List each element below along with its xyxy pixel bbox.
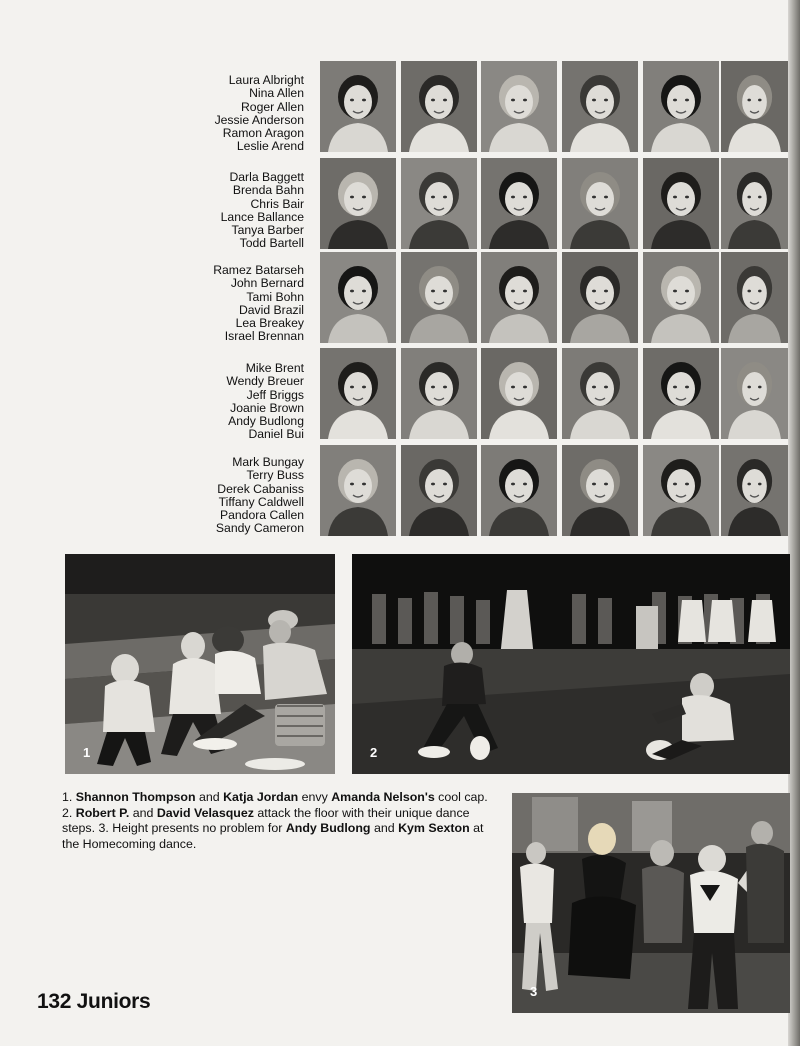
student-portrait	[320, 348, 396, 439]
student-name: Derek Cabaniss	[217, 481, 304, 496]
student-portrait	[320, 445, 396, 536]
student-portrait	[562, 348, 638, 439]
student-name: Ramon Aragon	[222, 126, 304, 141]
names-row-4	[150, 362, 304, 442]
student-portrait	[401, 158, 477, 249]
student-name: Daniel Bui	[248, 427, 304, 442]
student-portrait	[481, 348, 557, 439]
caption-text: attack the floor with their unique dance steps. 3. Height presents no problem for	[62, 805, 470, 836]
student-portrait	[721, 61, 788, 152]
caption-text: and	[195, 790, 224, 804]
student-portrait	[401, 348, 477, 439]
student-name: Israel Brennan	[224, 329, 304, 344]
student-portrait	[721, 348, 788, 439]
caption-text: cool cap. 2.	[62, 790, 488, 820]
photo-caption	[62, 790, 498, 852]
student-portrait	[643, 158, 719, 249]
student-portrait	[481, 158, 557, 249]
student-portrait	[562, 61, 638, 152]
student-portrait	[481, 445, 557, 536]
student-name: Sandy Cameron	[215, 521, 304, 536]
student-name: Ramez Batarseh	[213, 263, 304, 277]
names-row-2	[150, 171, 304, 251]
student-name: Pandora Callen	[219, 508, 304, 523]
student-portrait	[320, 158, 396, 249]
photo-number-label: 3	[530, 984, 538, 999]
student-name: Andy Budlong	[228, 414, 304, 429]
student-name: Todd Bartell	[239, 236, 304, 251]
candid-photo-3	[512, 793, 790, 1013]
student-name: Joanie Brown	[230, 400, 304, 415]
caption-name: Amanda Nelson's	[331, 790, 435, 804]
student-name: Tanya Barber	[231, 223, 304, 238]
student-name: Chris Bair	[250, 196, 304, 211]
names-row-1	[150, 74, 304, 154]
student-portrait	[401, 61, 477, 152]
student-portrait	[562, 252, 638, 343]
student-name: Leslie Arend	[236, 139, 304, 154]
student-portrait	[721, 158, 788, 249]
student-portrait	[643, 348, 719, 439]
caption-text: and	[370, 821, 399, 836]
student-portrait	[481, 252, 557, 343]
student-portrait	[643, 252, 719, 343]
student-name: John Bernard	[230, 276, 304, 291]
student-name: Wendy Breuer	[226, 374, 304, 389]
student-name: Terry Buss	[246, 468, 304, 483]
student-name: David Brazil	[238, 302, 304, 317]
caption-text: envy	[298, 790, 332, 804]
student-portrait	[721, 252, 788, 343]
student-name: Mark Bungay	[232, 455, 304, 469]
student-portrait	[320, 252, 396, 343]
names-row-5	[150, 456, 304, 536]
caption-text: and	[129, 805, 157, 820]
caption-name: Kym Sexton	[398, 821, 470, 836]
caption-name: David Velasquez	[156, 805, 254, 820]
student-portrait	[401, 445, 477, 536]
caption-name: Andy Budlong	[285, 821, 371, 836]
caption-name: Shannon Thompson	[75, 790, 196, 804]
names-row-3	[150, 264, 304, 344]
student-portrait	[562, 445, 638, 536]
student-portrait	[562, 158, 638, 249]
student-name: Lea Breakey	[235, 316, 304, 331]
student-name: Jeff Briggs	[246, 387, 304, 402]
student-name: Roger Allen	[240, 99, 304, 114]
student-name: Darla Baggett	[229, 170, 304, 184]
photo-number-label: 2	[370, 745, 378, 760]
student-name: Lance Ballance	[220, 209, 304, 224]
student-name: Nina Allen	[249, 86, 304, 101]
student-portrait	[643, 445, 719, 536]
student-name: Jessie Anderson	[214, 112, 304, 127]
student-name: Tiffany Caldwell	[218, 494, 304, 509]
caption-name: Robert P.	[75, 805, 130, 820]
caption-name: Katja Jordan	[223, 790, 299, 804]
student-portrait	[320, 61, 396, 152]
student-name: Mike Brent	[245, 361, 304, 375]
student-portrait	[481, 61, 557, 152]
student-name: Laura Albright	[228, 73, 304, 87]
student-name: Tami Bohn	[246, 289, 304, 304]
student-portrait	[401, 252, 477, 343]
student-portrait	[721, 445, 788, 536]
candid-photo-2	[352, 554, 790, 774]
caption-text: at the Homecoming dance.	[62, 821, 484, 851]
student-portrait	[643, 61, 719, 152]
photo-number-label: 1	[83, 745, 91, 760]
candid-photo-1	[65, 554, 335, 774]
caption-text: 1.	[62, 790, 76, 804]
page-folio: 132 Juniors	[37, 990, 151, 1013]
student-name: Brenda Bahn	[232, 183, 304, 198]
